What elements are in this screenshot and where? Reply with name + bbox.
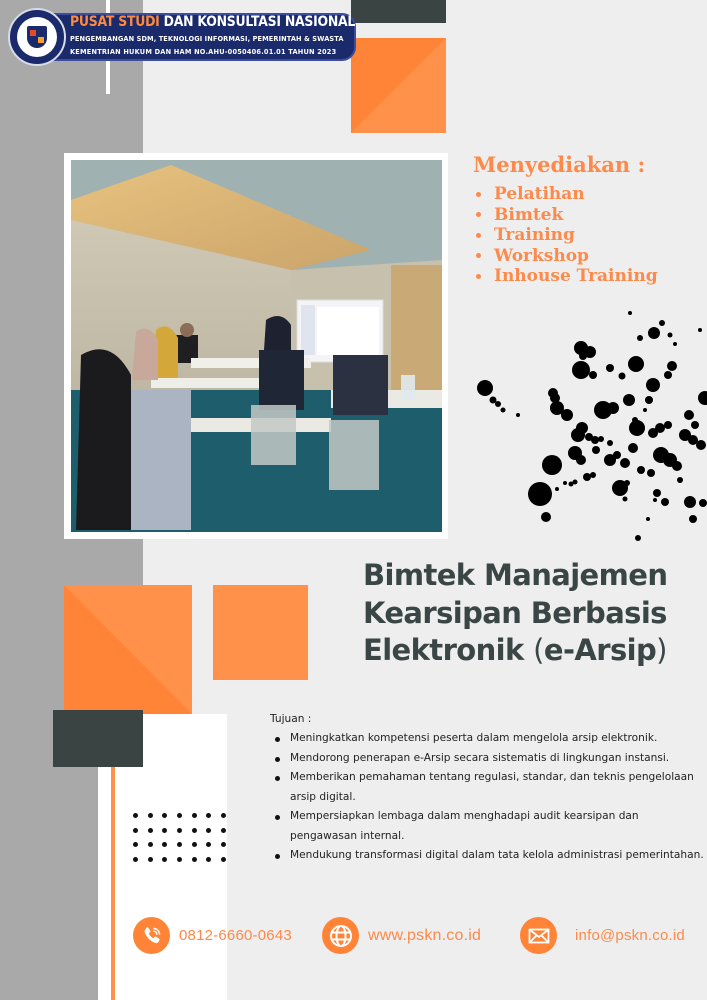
bullet-icon: [476, 274, 481, 279]
paren-open: (: [533, 633, 544, 667]
org-title-rest: DAN KONSULTASI NASIONAL: [159, 14, 356, 30]
website-url: www.pskn.co.id: [368, 926, 482, 944]
bullet-icon: [476, 253, 481, 258]
service-item: [470, 205, 658, 226]
globe-icon: [322, 917, 359, 954]
service-label: Workshop: [494, 245, 589, 266]
services-heading: Menyediakan :: [473, 152, 646, 177]
event-title-line-1: Bimtek Manajemen: [363, 558, 668, 592]
objective-item: Memberikan pemahaman tentang regulasi, standar, dan teknis pengelolaan arsip digital.: [270, 768, 707, 807]
service-item: [470, 225, 658, 246]
decor-orange-square-small: [213, 585, 308, 680]
decor-orange-line: [111, 767, 115, 1000]
decor-orange-square-large: [64, 585, 192, 714]
logo-ring: [17, 17, 57, 57]
objective-item: Mendorong penerapan e-Arsip secara sistematis di lingkungan instansi.: [270, 749, 707, 769]
decor-orange-square-top: [351, 38, 446, 133]
paren-close: ): [656, 633, 667, 667]
service-label: Pelatihan: [494, 184, 585, 204]
decor-dot-grid: [131, 811, 234, 870]
bullet-icon: [476, 233, 481, 238]
shield-icon: [27, 26, 47, 48]
service-item: [470, 184, 658, 205]
service-item: [470, 246, 658, 267]
service-label: Inhouse Training: [494, 266, 658, 286]
mail-icon: [520, 917, 557, 954]
org-subtitle: PENGEMBANGAN SDM, TEKNOLOGI INFORMASI, PEMERINTAH & SWASTA: [70, 35, 344, 43]
event-title-line-3-main: Elektronik: [363, 633, 534, 667]
ink-splatter-decoration: [465, 300, 707, 550]
bullet-icon: [476, 192, 481, 197]
objectives-list: [270, 729, 707, 866]
org-title: [70, 14, 355, 30]
service-label: Bimtek: [494, 204, 564, 225]
contact-website[interactable]: [322, 917, 481, 954]
org-logo: [8, 8, 66, 66]
org-registration: KEMENTRIAN HUKUM DAN HAM NO.AHU-0050406.01.01 TAHUN 2023: [70, 48, 337, 56]
objective-item: Mempersiapkan lembaga dalam menghadapi audit kearsipan dan pengawasan internal.: [270, 807, 707, 846]
org-title-accent: PUSAT STUDI: [70, 14, 160, 30]
bullet-icon: [476, 212, 481, 217]
objective-item: Meningkatkan kompetensi peserta dalam mengelola arsip elektronik.: [270, 729, 707, 749]
phone-icon: [133, 917, 170, 954]
objective-item: Mendukung transformasi digital dalam tata kelola administrasi pemerintahan.: [270, 846, 707, 866]
org-banner: [8, 8, 356, 63]
training-photo: [71, 160, 442, 532]
phone-number: 0812-6660-0643: [179, 927, 292, 944]
service-item: [470, 266, 658, 287]
decor-dark-rect: [351, 0, 446, 23]
services-list: [470, 184, 658, 287]
decor-dark-square: [53, 710, 143, 767]
event-title-abbrev: e-Arsip: [543, 633, 657, 667]
service-label: Training: [494, 225, 575, 245]
event-title: [363, 557, 667, 670]
objectives-section: [270, 711, 707, 866]
contact-phone[interactable]: [133, 917, 292, 954]
event-title-line-3: [363, 632, 667, 670]
objectives-label: Tujuan :: [270, 713, 312, 725]
contact-email[interactable]: [520, 917, 685, 954]
event-title-line-2: Kearsipan Berbasis: [363, 595, 667, 630]
email-address: info@pskn.co.id: [575, 927, 685, 944]
